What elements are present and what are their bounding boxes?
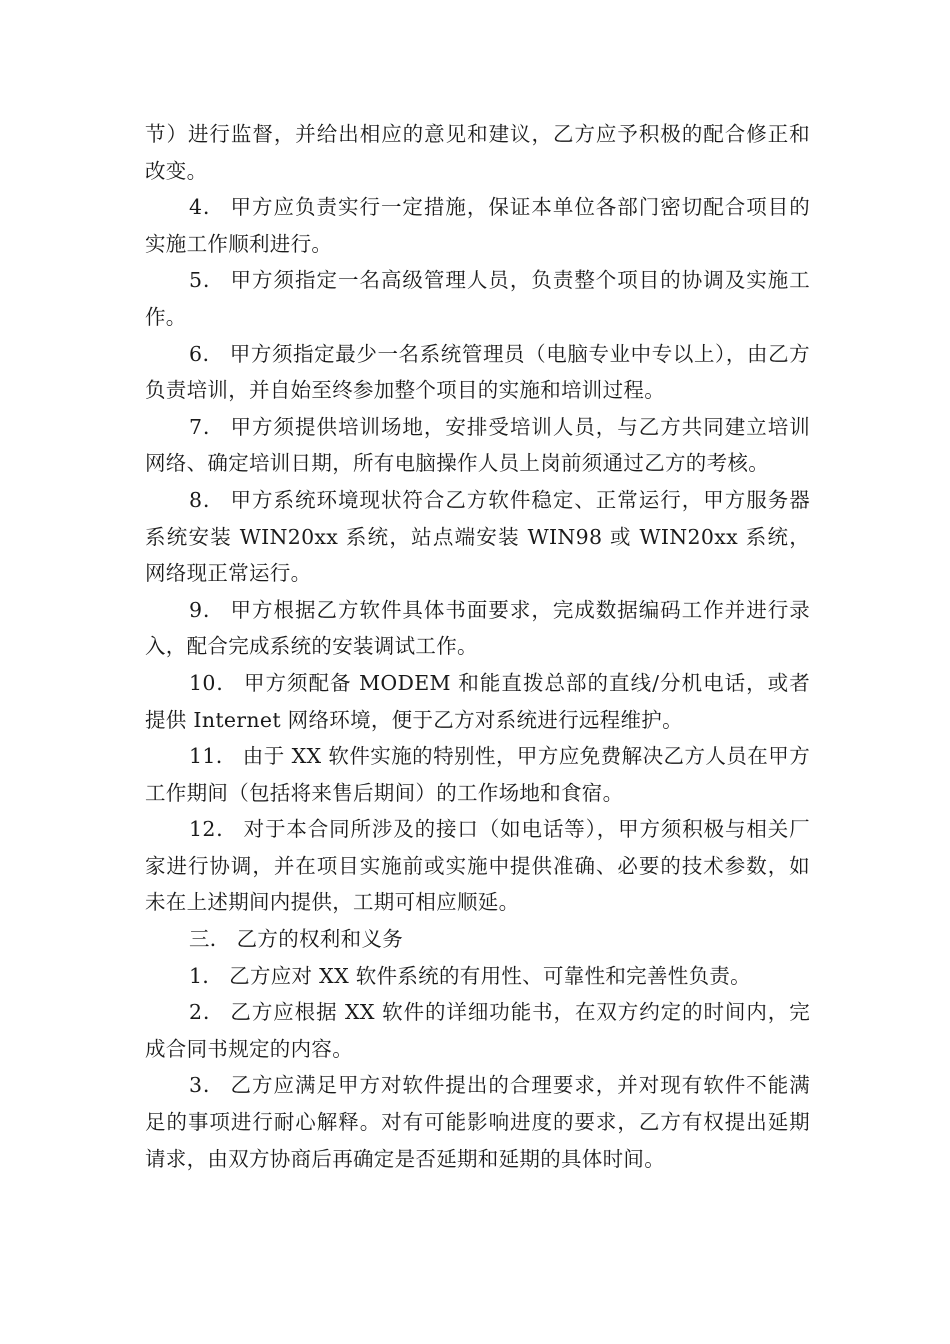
paragraph-item-10: 10． 甲方须配备 MODEM 和能直拨总部的直线/分机电话，或者提供 Internet 网络环境，便于乙方对系统进行远程维护。 — [145, 670, 810, 732]
paragraph-continuation: 节）进行监督，并给出相应的意见和建议，乙方应予积极的配合修正和改变。 — [145, 122, 810, 183]
paragraph-item-8: 8． 甲方系统环境现状符合乙方软件稳定、正常运行，甲方服务器系统安装 WIN20xx 系统，站点端安装 WIN98 或 WIN20xx 系统，网络现正常运行。 — [145, 487, 810, 586]
paragraph-item-6: 6． 甲方须指定最少一名系统管理员（电脑专业中专以上），由乙方负责培训，并自始至终参加整个项目的实施和培训过程。 — [145, 341, 810, 403]
paragraph-item-11: 11． 由于 XX 软件实施的特别性，甲方应免费解决乙方人员在甲方工作期间（包括将来售后期间）的工作场地和食宿。 — [145, 744, 810, 805]
paragraph-item-9: 9． 甲方根据乙方软件具体书面要求，完成数据编码工作并进行录入，配合完成系统的安装调试工作。 — [145, 597, 810, 659]
section-heading-3: 三． 乙方的权利和义务 — [189, 927, 404, 952]
paragraph-b-item-2: 2． 乙方应根据 XX 软件的详细功能书，在双方约定的时间内，完成合同书规定的内容。 — [145, 1000, 810, 1061]
paragraph-item-7: 7． 甲方须提供培训场地，安排受培训人员，与乙方共同建立培训网络、确定培训日期，所有电脑操作人员上岗前须通过乙方的考核。 — [145, 414, 810, 476]
document-page — [145, 116, 810, 1177]
paragraph-b-item-3: 3． 乙方应满足甲方对软件提出的合理要求，并对现有软件不能满足的事项进行耐心解释。对有可能影响进度的要求，乙方有权提出延期请求，由双方协商后再确定是否延期和延期的具体时间。 — [145, 1073, 810, 1171]
paragraph-item-5: 5． 甲方须指定一名高级管理人员，负责整个项目的协调及实施工作。 — [145, 268, 810, 329]
paragraph-b-item-1: 1． 乙方应对 XX 软件系统的有用性、可靠性和完善性负责。 — [189, 963, 751, 988]
paragraph-item-4: 4． 甲方应负责实行一定措施，保证本单位各部门密切配合项目的实施工作顺利进行。 — [145, 195, 810, 256]
paragraph-item-12: 12． 对于本合同所涉及的接口（如电话等），甲方须积极与相关厂家进行协调，并在项目实施前或实施中提供准确、必要的技术参数，如未在上述期间内提供，工期可相应顺延。 — [145, 817, 810, 915]
